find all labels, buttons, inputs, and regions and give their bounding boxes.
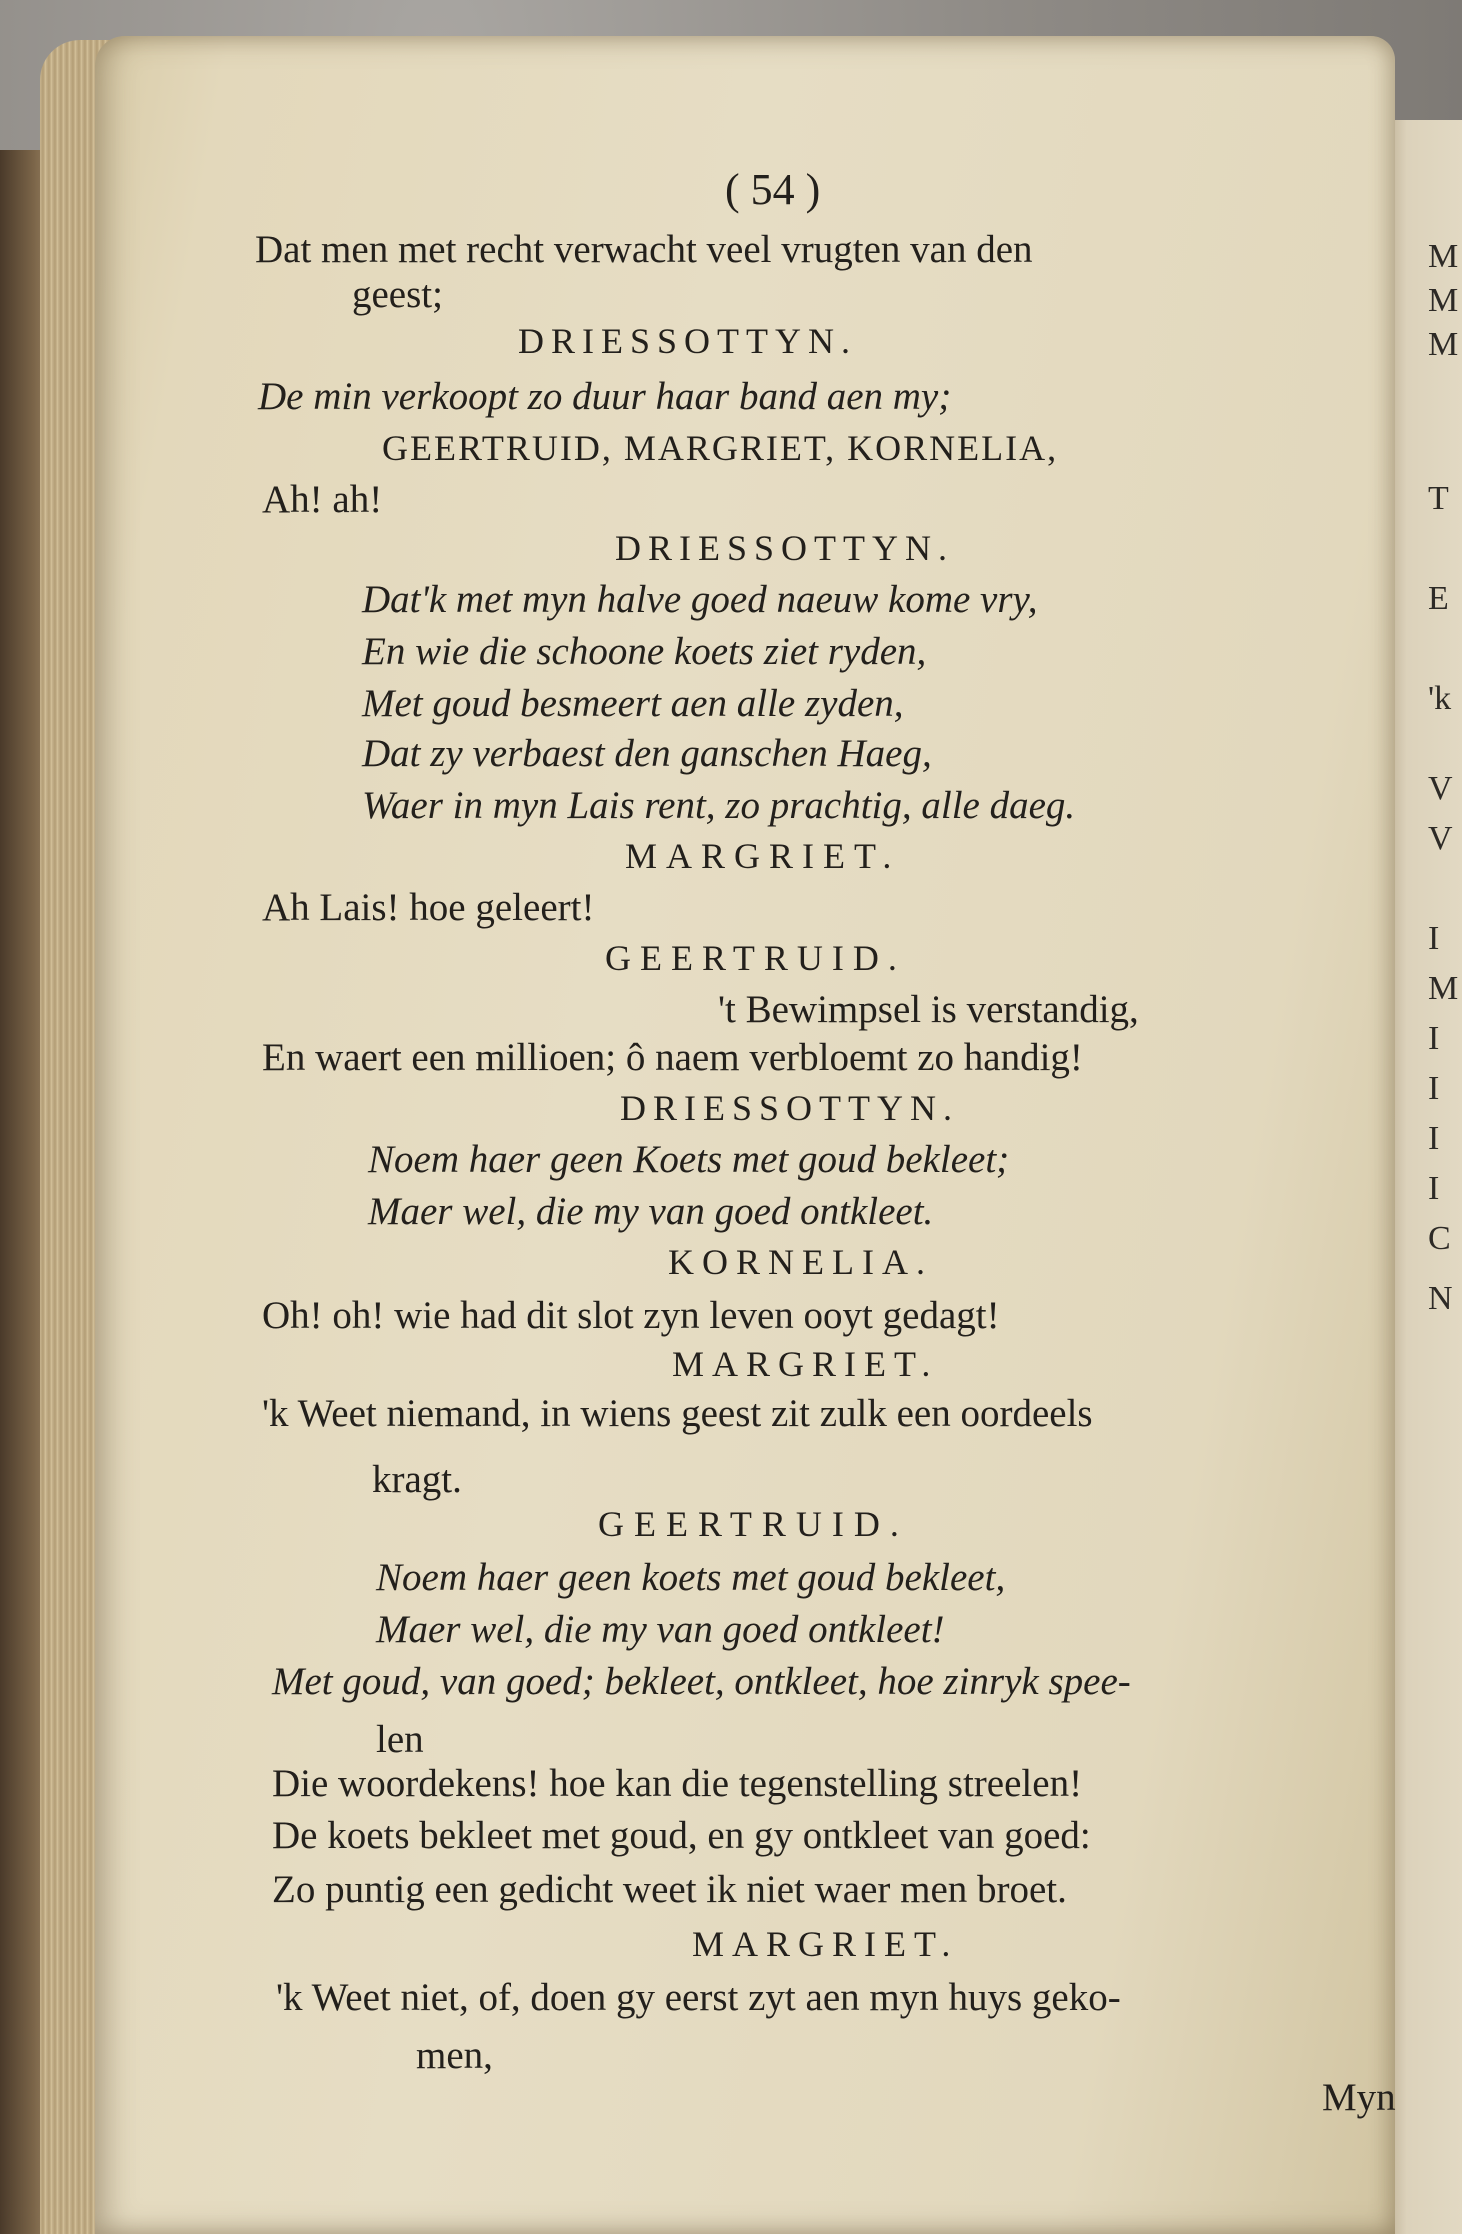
text-line: Met goud besmeert aen alle zyden, — [362, 682, 904, 725]
speaker-heading: DRIESSOTTYN. — [518, 321, 858, 361]
text-line: Ah! ah! — [262, 478, 383, 521]
text-line: Zo puntig een gedicht weet ik niet waer men broet. — [272, 1868, 1067, 1911]
speaker-heading: MARGRIET. — [625, 836, 901, 876]
text-line: Noem haer geen koets met goud bekleet, — [376, 1556, 1006, 1599]
speaker-heading: MARGRIET. — [692, 1924, 959, 1964]
facing-page-fragment: I — [1428, 920, 1440, 957]
facing-page-fragment: I — [1428, 1020, 1440, 1057]
facing-page-fragment: V — [1428, 820, 1453, 857]
facing-page-fragment: E — [1428, 580, 1449, 617]
text-line: Noem haer geen Koets met goud bekleet; — [368, 1138, 1010, 1181]
text-line: Maer wel, die my van goed ontkleet. — [368, 1190, 934, 1233]
text-line: 't Bewimpsel is verstandig, — [718, 988, 1139, 1031]
text-line: Dat zy verbaest den ganschen Haeg, — [362, 732, 932, 775]
facing-page-fragment: 'k — [1428, 680, 1452, 717]
text-line: Met goud, van goed; bekleet, ontkleet, hoe zinryk spee- — [272, 1660, 1131, 1703]
text-line: Die woordekens! hoe kan die tegenstelling streelen! — [272, 1762, 1083, 1805]
facing-page-fragment: I — [1428, 1070, 1440, 1107]
text-line: len — [376, 1718, 424, 1761]
facing-page-fragment: M — [1428, 282, 1459, 319]
facing-page-fragment: I — [1428, 1120, 1440, 1157]
speaker-heading: GEERTRUID. — [605, 938, 906, 978]
facing-page-fragment: V — [1428, 770, 1453, 807]
facing-page-fragment: I — [1428, 1170, 1440, 1207]
facing-page-fragment: M — [1428, 970, 1459, 1007]
facing-page-fragment: N — [1428, 1280, 1453, 1317]
text-line: Maer wel, die my van goed ontkleet! — [376, 1608, 945, 1651]
text-line: Oh! oh! wie had dit slot zyn leven ooyt gedagt! — [262, 1294, 1000, 1337]
facing-page-fragment: C — [1428, 1220, 1451, 1257]
text-line: De koets bekleet met goud, en gy ontkleet van goed: — [272, 1814, 1091, 1857]
speaker-heading: MARGRIET. — [672, 1344, 939, 1384]
text-line: kragt. — [372, 1458, 462, 1501]
text-line: De min verkoopt zo duur haar band aen my; — [258, 375, 952, 418]
page-number: ( 54 ) — [725, 165, 821, 214]
text-line: 'k Weet niet, of, doen gy eerst zyt aen myn huys geko- — [276, 1976, 1121, 2019]
catchword: Myn — [1322, 2076, 1396, 2119]
text-line: men, — [416, 2034, 493, 2077]
speaker-heading: KORNELIA. — [668, 1242, 933, 1282]
text-line: Dat'k met myn halve goed naeuw kome vry, — [362, 578, 1038, 621]
speaker-heading: GEERTRUID. — [598, 1504, 909, 1544]
facing-page-fragment: T — [1428, 480, 1449, 517]
text-line: Waer in myn Lais rent, zo prachtig, alle daeg. — [362, 784, 1076, 827]
text-line: 'k Weet niemand, in wiens geest zit zulk een oordeels — [262, 1392, 1093, 1435]
speaker-heading: GEERTRUID, MARGRIET, KORNELIA, — [382, 428, 1059, 468]
facing-page-fragment: M — [1428, 326, 1459, 363]
speaker-heading: DRIESSOTTYN. — [615, 528, 955, 568]
speaker-heading: DRIESSOTTYN. — [620, 1088, 960, 1128]
text-line: En wie die schoone koets ziet ryden, — [362, 630, 927, 673]
text-line: En waert een millioen; ô naem verbloemt zo handig! — [262, 1036, 1083, 1079]
text-line: Ah Lais! hoe geleert! — [262, 886, 595, 929]
text-line: Dat men met recht verwacht veel vrugten van den — [255, 228, 1033, 271]
facing-page-fragment: M — [1428, 238, 1459, 275]
text-line: geest; — [352, 273, 443, 316]
